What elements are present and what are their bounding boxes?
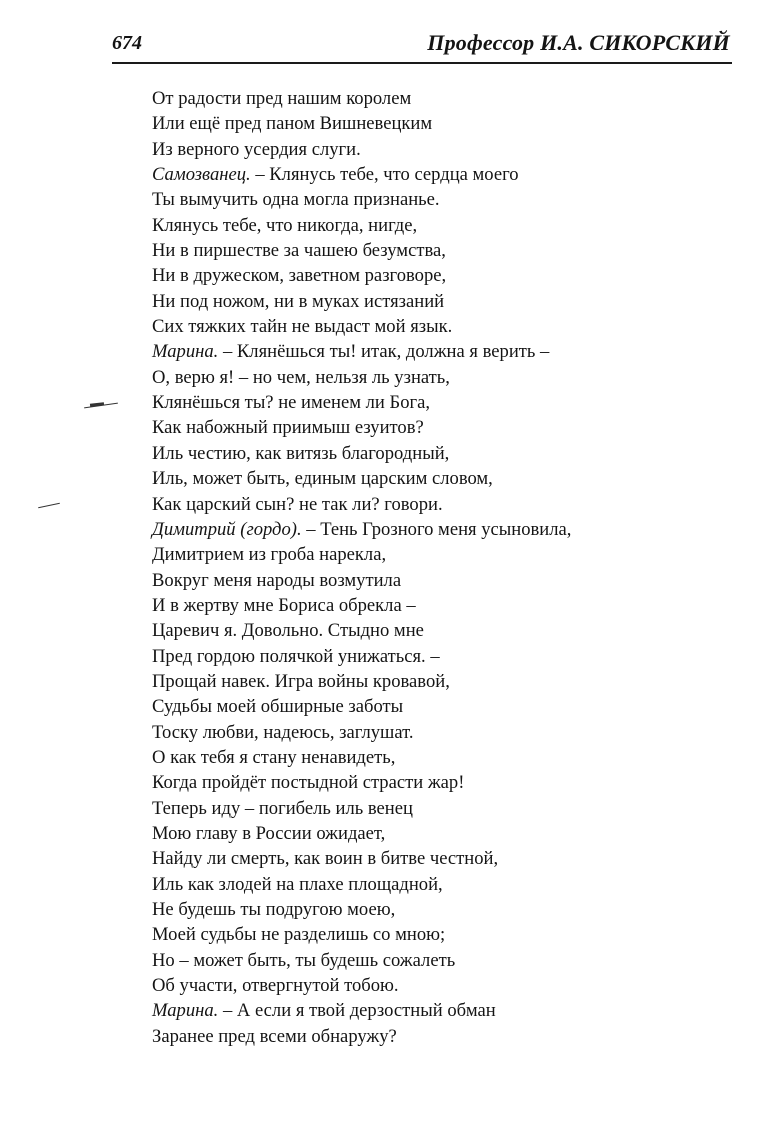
verse-text: Пред гордою полячкой унижаться. – <box>152 645 440 667</box>
verse-text: Иль, может быть, единым царским словом, <box>152 468 493 490</box>
verse-line <box>152 339 712 364</box>
verse-line <box>152 314 712 339</box>
verse-text: Ни под ножом, ни в муках истязаний <box>152 290 445 312</box>
verse-text: О как тебя я стану ненавидеть, <box>152 746 396 768</box>
verse-text: Вокруг меня народы возмутила <box>152 569 402 591</box>
verse-text: Мою главу в России ожидает, <box>152 822 386 844</box>
verse-text: – Клянусь тебе, что сердца моего <box>250 164 519 186</box>
verse-text: Прощай навек. Игра войны кровавой, <box>152 670 450 692</box>
verse-text: От радости пред нашим королем <box>152 88 412 109</box>
verse-text: Димитрием из гроба нарекла, <box>152 544 387 566</box>
verse-text: И в жертву мне Бориса обрекла – <box>152 594 416 616</box>
verse-line <box>152 948 712 973</box>
verse-text: Не будешь ты подругою моею, <box>152 899 396 920</box>
verse-text: Когда пройдёт постыдной страсти жар! <box>152 772 465 794</box>
verse-line <box>152 187 712 212</box>
verse-text: Найду ли смерть, как воин в битве честной, <box>152 848 499 870</box>
verse-line <box>152 694 712 719</box>
verse-line <box>152 162 712 187</box>
verse-line <box>152 1024 712 1049</box>
verse-line <box>152 821 712 846</box>
verse-text: Тоску любви, надеюсь, заглушат. <box>152 721 414 743</box>
verse-text: Ты вымучить одна могла признанье. <box>152 189 440 211</box>
verse-line <box>152 137 712 162</box>
verse-line <box>152 644 712 669</box>
verse-line <box>152 745 712 770</box>
verse-text: Заранее пред всеми обнаружу? <box>152 1025 397 1047</box>
page-number: 674 <box>112 32 142 54</box>
verse-line <box>152 897 712 922</box>
verse-text: – А если я твой дерзостный обман <box>218 1000 496 1022</box>
running-head-title: Профессор И.А. СИКОРСКИЙ <box>427 30 730 55</box>
verse-text: Но – может быть, ты будешь сожалеть <box>152 949 456 971</box>
verse-text: Ни в пиршестве за чашею безумства, <box>152 240 446 262</box>
verse-text: – Клянёшься ты! итак, должна я верить – <box>218 341 550 363</box>
verse-line <box>152 973 712 998</box>
verse-line <box>152 289 712 314</box>
verse-text: Иль как злодей на плахе площадной, <box>152 873 443 895</box>
verse-body <box>152 86 712 1049</box>
verse-line <box>152 720 712 745</box>
verse-text: – Тень Грозного меня усыновила, <box>301 518 572 540</box>
verse-text: Клянёшься ты? не именем ли Бога, <box>152 392 431 414</box>
verse-text: Иль честию, как витязь благородный, <box>152 442 450 464</box>
verse-line <box>152 390 712 415</box>
verse-text: Сих тяжких тайн не выдаст мой язык. <box>152 316 453 338</box>
verse-line <box>152 441 712 466</box>
verse-line <box>152 922 712 947</box>
verse-text: Царевич я. Довольно. Стыдно мне <box>152 620 424 642</box>
verse-line <box>152 770 712 795</box>
verse-line <box>152 466 712 491</box>
verse-text: Как набожный приимыш езуитов? <box>152 417 424 439</box>
speaker-name: Самозванец. <box>152 164 251 186</box>
verse-line <box>152 111 712 136</box>
verse-line <box>152 238 712 263</box>
verse-line <box>152 365 712 390</box>
verse-line <box>152 542 712 567</box>
verse-text: Клянусь тебе, что никогда, нигде, <box>152 214 418 236</box>
verse-text: О, верю я! – но чем, нельзя ль узнать, <box>152 366 450 388</box>
speaker-name: Марина. <box>152 1000 219 1022</box>
verse-line <box>152 669 712 694</box>
verse-line <box>152 846 712 871</box>
verse-line <box>152 618 712 643</box>
verse-line <box>152 872 712 897</box>
verse-text: Об участи, отвергнутой тобою. <box>152 975 399 997</box>
verse-text: Ни в дружеском, заветном разговоре, <box>152 265 447 287</box>
verse-line <box>152 517 712 542</box>
verse-text: Судьбы моей обширные заботы <box>152 696 404 718</box>
speaker-name: Димитрий (гордо). <box>152 518 302 540</box>
verse-line <box>152 492 712 517</box>
speaker-name: Марина. <box>152 341 219 363</box>
verse-line <box>152 593 712 618</box>
verse-line <box>152 213 712 238</box>
margin-pencil-mark <box>38 503 60 509</box>
verse-line <box>152 568 712 593</box>
verse-text: Как царский сын? не так ли? говори. <box>152 493 443 515</box>
running-header <box>112 30 732 64</box>
verse-line <box>152 415 712 440</box>
verse-line <box>152 86 712 111</box>
verse-text: Из верного усердия слуги. <box>152 138 361 160</box>
verse-line <box>152 796 712 821</box>
verse-line <box>152 263 712 288</box>
verse-text: Моей судьбы не разделишь со мною; <box>152 924 446 946</box>
verse-text: Или ещё пред паном Вишневецким <box>152 113 433 135</box>
verse-line <box>152 998 712 1023</box>
verse-text: Теперь иду – погибель иль венец <box>152 797 413 819</box>
